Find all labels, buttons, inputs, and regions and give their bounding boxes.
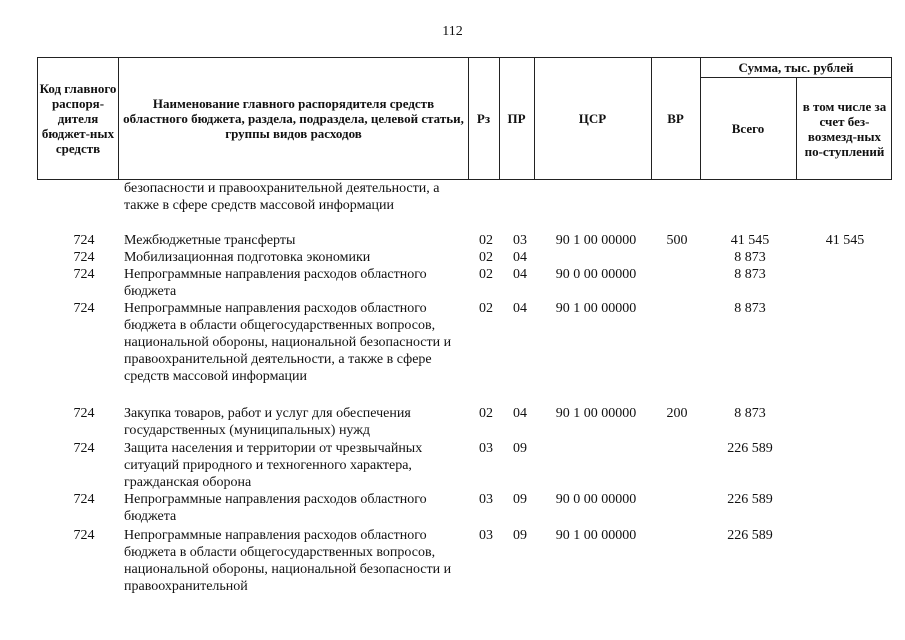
row-total: 226 589 (727, 441, 773, 456)
row-rz: 03 (479, 441, 493, 456)
row-code: 724 (73, 250, 95, 265)
header-vr: ВР (667, 111, 684, 126)
row-total: 226 589 (727, 492, 773, 507)
row-name: Непрограммные направления расходов областного бюджета в области общегосударственных вопросов, национальной обороны, национальной безопасности и правоохранительной деятельности, а также в сфере средств массовой информации (124, 301, 452, 384)
row-name: Закупка товаров, работ и услуг для обеспечения государственных (муниципальных) нужд (124, 406, 411, 438)
table-header (37, 57, 892, 180)
row-total: 41 545 (730, 233, 770, 248)
row-rz: 03 (479, 528, 493, 543)
row-code: 724 (73, 441, 95, 456)
row-code: 724 (73, 528, 95, 543)
row-csr: 90 1 00 00000 (555, 406, 637, 421)
row-csr: 90 0 00 00000 (555, 492, 637, 507)
row-name: Непрограммные направления расходов областного бюджета (124, 492, 427, 524)
row-name: Непрограммные направления расходов областного бюджета в области общегосударственных вопросов, национальной обороны, национальной безопасности и правоохранительной (124, 528, 452, 594)
header-rz: Рз (476, 111, 491, 126)
row-pr: 09 (513, 492, 527, 507)
header-incl: в том числе за счет без-возмезд-ных по-ступлений (802, 98, 887, 159)
header-total: Всего (731, 121, 765, 136)
row-rz: 02 (479, 301, 493, 316)
header-sum: Сумма, тыс. рублей (738, 60, 854, 75)
row-total: 8 873 (734, 406, 766, 421)
page-number: 112 (442, 24, 463, 39)
row-name: Защита населения и территории от чрезвычайных ситуаций природного и техногенного характера, гражданская оборона (124, 441, 423, 490)
row-pr: 04 (513, 406, 527, 421)
row-rz: 02 (479, 406, 493, 421)
row-csr: 90 0 00 00000 (555, 267, 637, 282)
row-code: 724 (73, 301, 95, 316)
row-code: 724 (73, 492, 95, 507)
row-code: 724 (73, 233, 95, 248)
row-pr: 04 (513, 301, 527, 316)
row-name: безопасности и правоохранительной деятельности, а также в сфере средств массовой информации (124, 181, 440, 213)
header-code: Код главного распоря-дителя бюджет-ных средств (39, 81, 117, 156)
row-pr: 03 (513, 233, 527, 248)
header-pr: ПР (507, 111, 526, 126)
row-total: 226 589 (727, 528, 773, 543)
row-pr: 04 (513, 267, 527, 282)
row-rz: 02 (479, 233, 493, 248)
row-vr: 500 (666, 233, 688, 248)
row-total: 8 873 (734, 267, 766, 282)
row-name: Мобилизационная подготовка экономики (124, 250, 371, 265)
row-incl: 41 545 (825, 233, 865, 248)
row-pr: 04 (513, 250, 527, 265)
row-rz: 02 (479, 250, 493, 265)
row-pr: 09 (513, 441, 527, 456)
header-csr: ЦСР (578, 111, 607, 126)
row-total: 8 873 (734, 301, 766, 316)
row-rz: 03 (479, 492, 493, 507)
row-code: 724 (73, 406, 95, 421)
row-code: 724 (73, 267, 95, 282)
row-pr: 09 (513, 528, 527, 543)
row-csr: 90 1 00 00000 (555, 301, 637, 316)
row-vr: 200 (666, 406, 688, 421)
row-csr: 90 1 00 00000 (555, 528, 637, 543)
row-total: 8 873 (734, 250, 766, 265)
row-name: Межбюджетные трансферты (124, 233, 296, 248)
row-csr: 90 1 00 00000 (555, 233, 637, 248)
row-rz: 02 (479, 267, 493, 282)
row-name: Непрограммные направления расходов областного бюджета (124, 267, 427, 299)
header-name: Наименование главного распорядителя средств областного бюджета, раздела, подраздела, целевой статьи, группы видов расходов (123, 96, 464, 141)
